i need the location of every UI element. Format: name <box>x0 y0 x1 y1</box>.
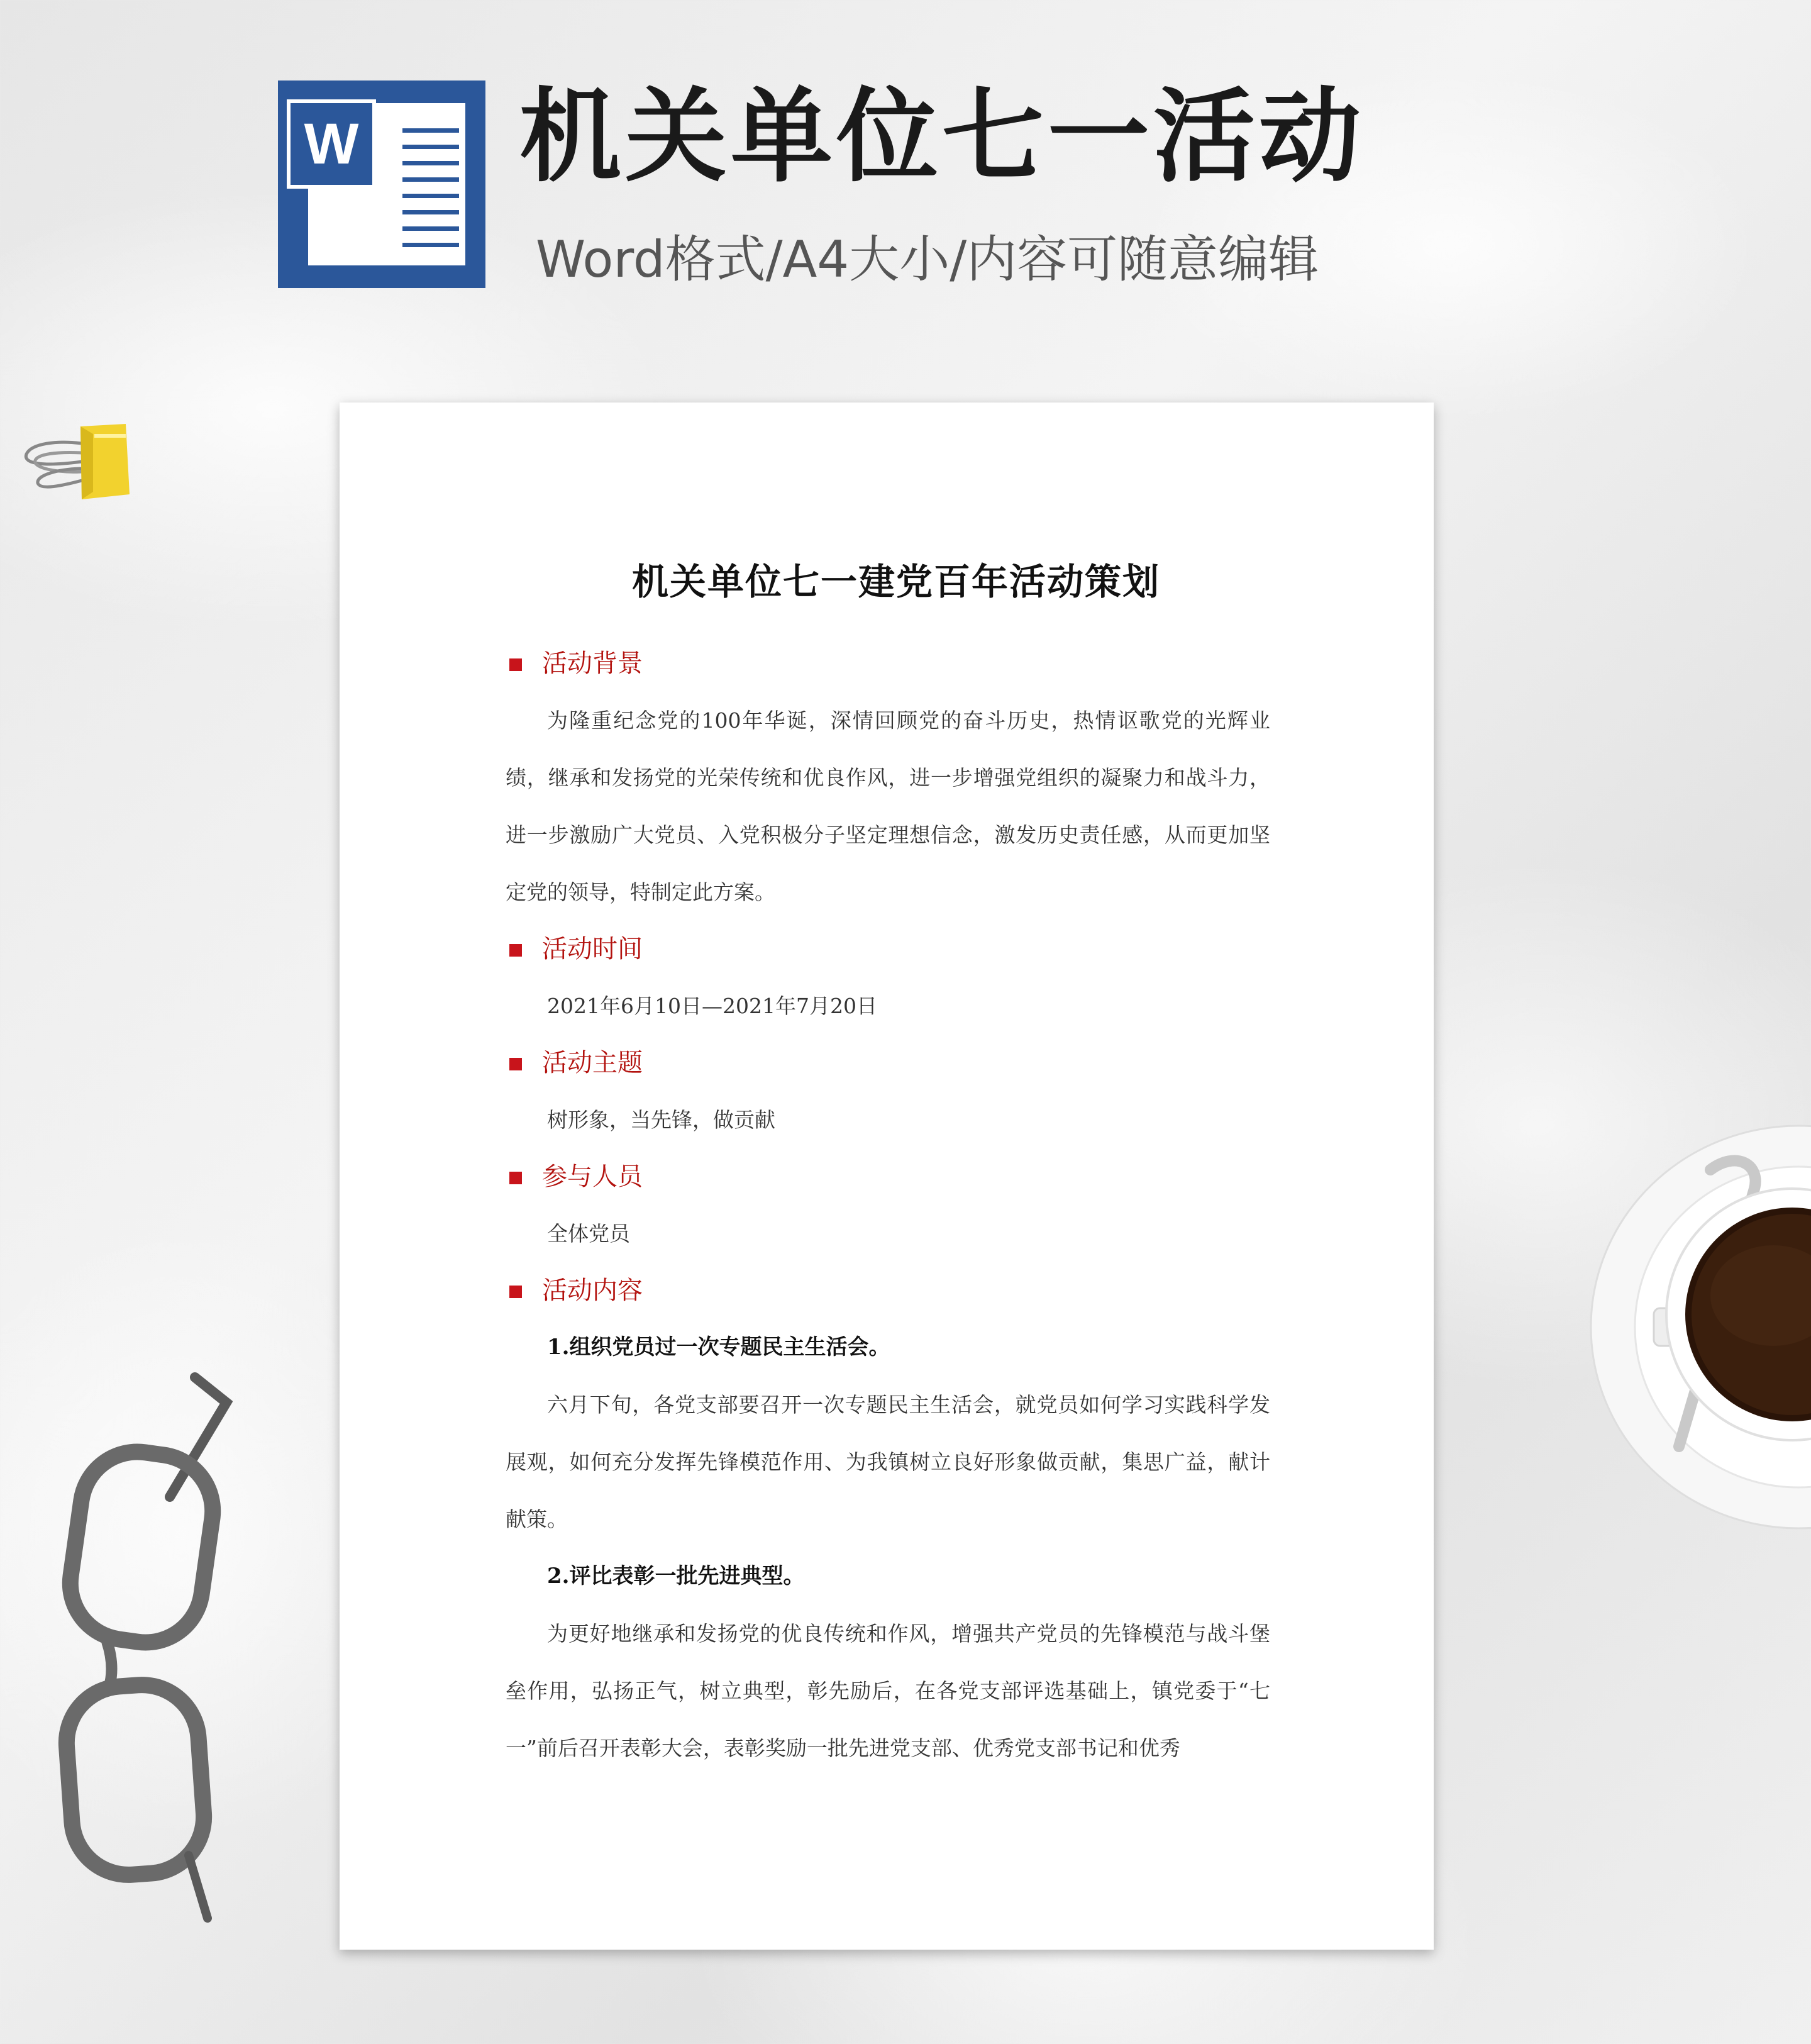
section-heading-time <box>506 921 1270 977</box>
document-title: 机关单位七一建党百年活动策划 <box>631 560 1160 603</box>
eyeglasses-icon <box>44 1365 233 1931</box>
section-heading-label: 活动时间 <box>542 935 643 964</box>
content-item-title: 1.组织党员过一次专题民主生活会。 <box>547 1335 890 1360</box>
square-bullet-icon <box>509 1172 522 1184</box>
square-bullet-icon <box>509 1058 522 1070</box>
background-paragraph: 为隆重纪念党的100年华诞，深情回顾党的奋斗历史，热情讴歌党的光辉业绩，继承和发扬党的光荣传统和优良作风，进一步增强党组织的凝聚力和战斗力，进一步激励广大党员、入党积极分子坚定理想信念，激发历史责任感，从而更加坚定党的领导，特制定此方案。 <box>506 708 1270 904</box>
section-heading-label: 活动背景 <box>542 649 643 678</box>
square-bullet-icon <box>509 658 522 671</box>
section-heading-label: 活动内容 <box>542 1276 643 1305</box>
theme-text: 树形象，当先锋，做贡献 <box>547 1108 775 1132</box>
participants-text: 全体党员 <box>547 1221 630 1246</box>
square-bullet-icon <box>509 944 522 957</box>
section-heading-theme <box>506 1035 1270 1091</box>
content-item-title: 2.评比表彰一批先进典型。 <box>547 1564 805 1589</box>
banner-subline: Word格式/A4大小/内容可随意编辑 <box>536 230 1319 289</box>
content-item-paragraph: 六月下旬，各党支部要召开一次专题民主生活会，就党员如何学习实践科学发展观，如何充分发挥先锋模范作用、为我镇树立良好形象做贡献，集思广益，献计献策。 <box>506 1392 1270 1531</box>
document-page <box>340 403 1434 1950</box>
section-heading-content <box>506 1262 1270 1319</box>
time-text: 2021年6月10日—2021年7月20日 <box>547 994 877 1018</box>
document-body <box>506 635 1270 1777</box>
coffee-cup-icon <box>1585 1119 1811 1535</box>
banner-headline: 机关单位七一活动 <box>519 78 1365 196</box>
section-heading-participants <box>506 1148 1270 1205</box>
logo-letter: W <box>287 99 376 189</box>
square-bullet-icon <box>509 1286 522 1298</box>
section-heading-background <box>506 635 1270 692</box>
section-heading-label: 参与人员 <box>542 1162 643 1191</box>
word-logo-icon <box>278 81 485 288</box>
binder-clip-icon <box>19 415 132 503</box>
section-heading-label: 活动主题 <box>542 1048 643 1077</box>
content-item-paragraph: 为更好地继承和发扬党的优良传统和作风，增强共产党员的先锋模范与战斗堡垒作用，弘扬正气，树立典型，彰先励后，在各党支部评选基础上，镇党委于“七一”前后召开表彰大会，表彰奖励一批先进党支部、优秀党支部书记和优秀 <box>506 1621 1270 1760</box>
